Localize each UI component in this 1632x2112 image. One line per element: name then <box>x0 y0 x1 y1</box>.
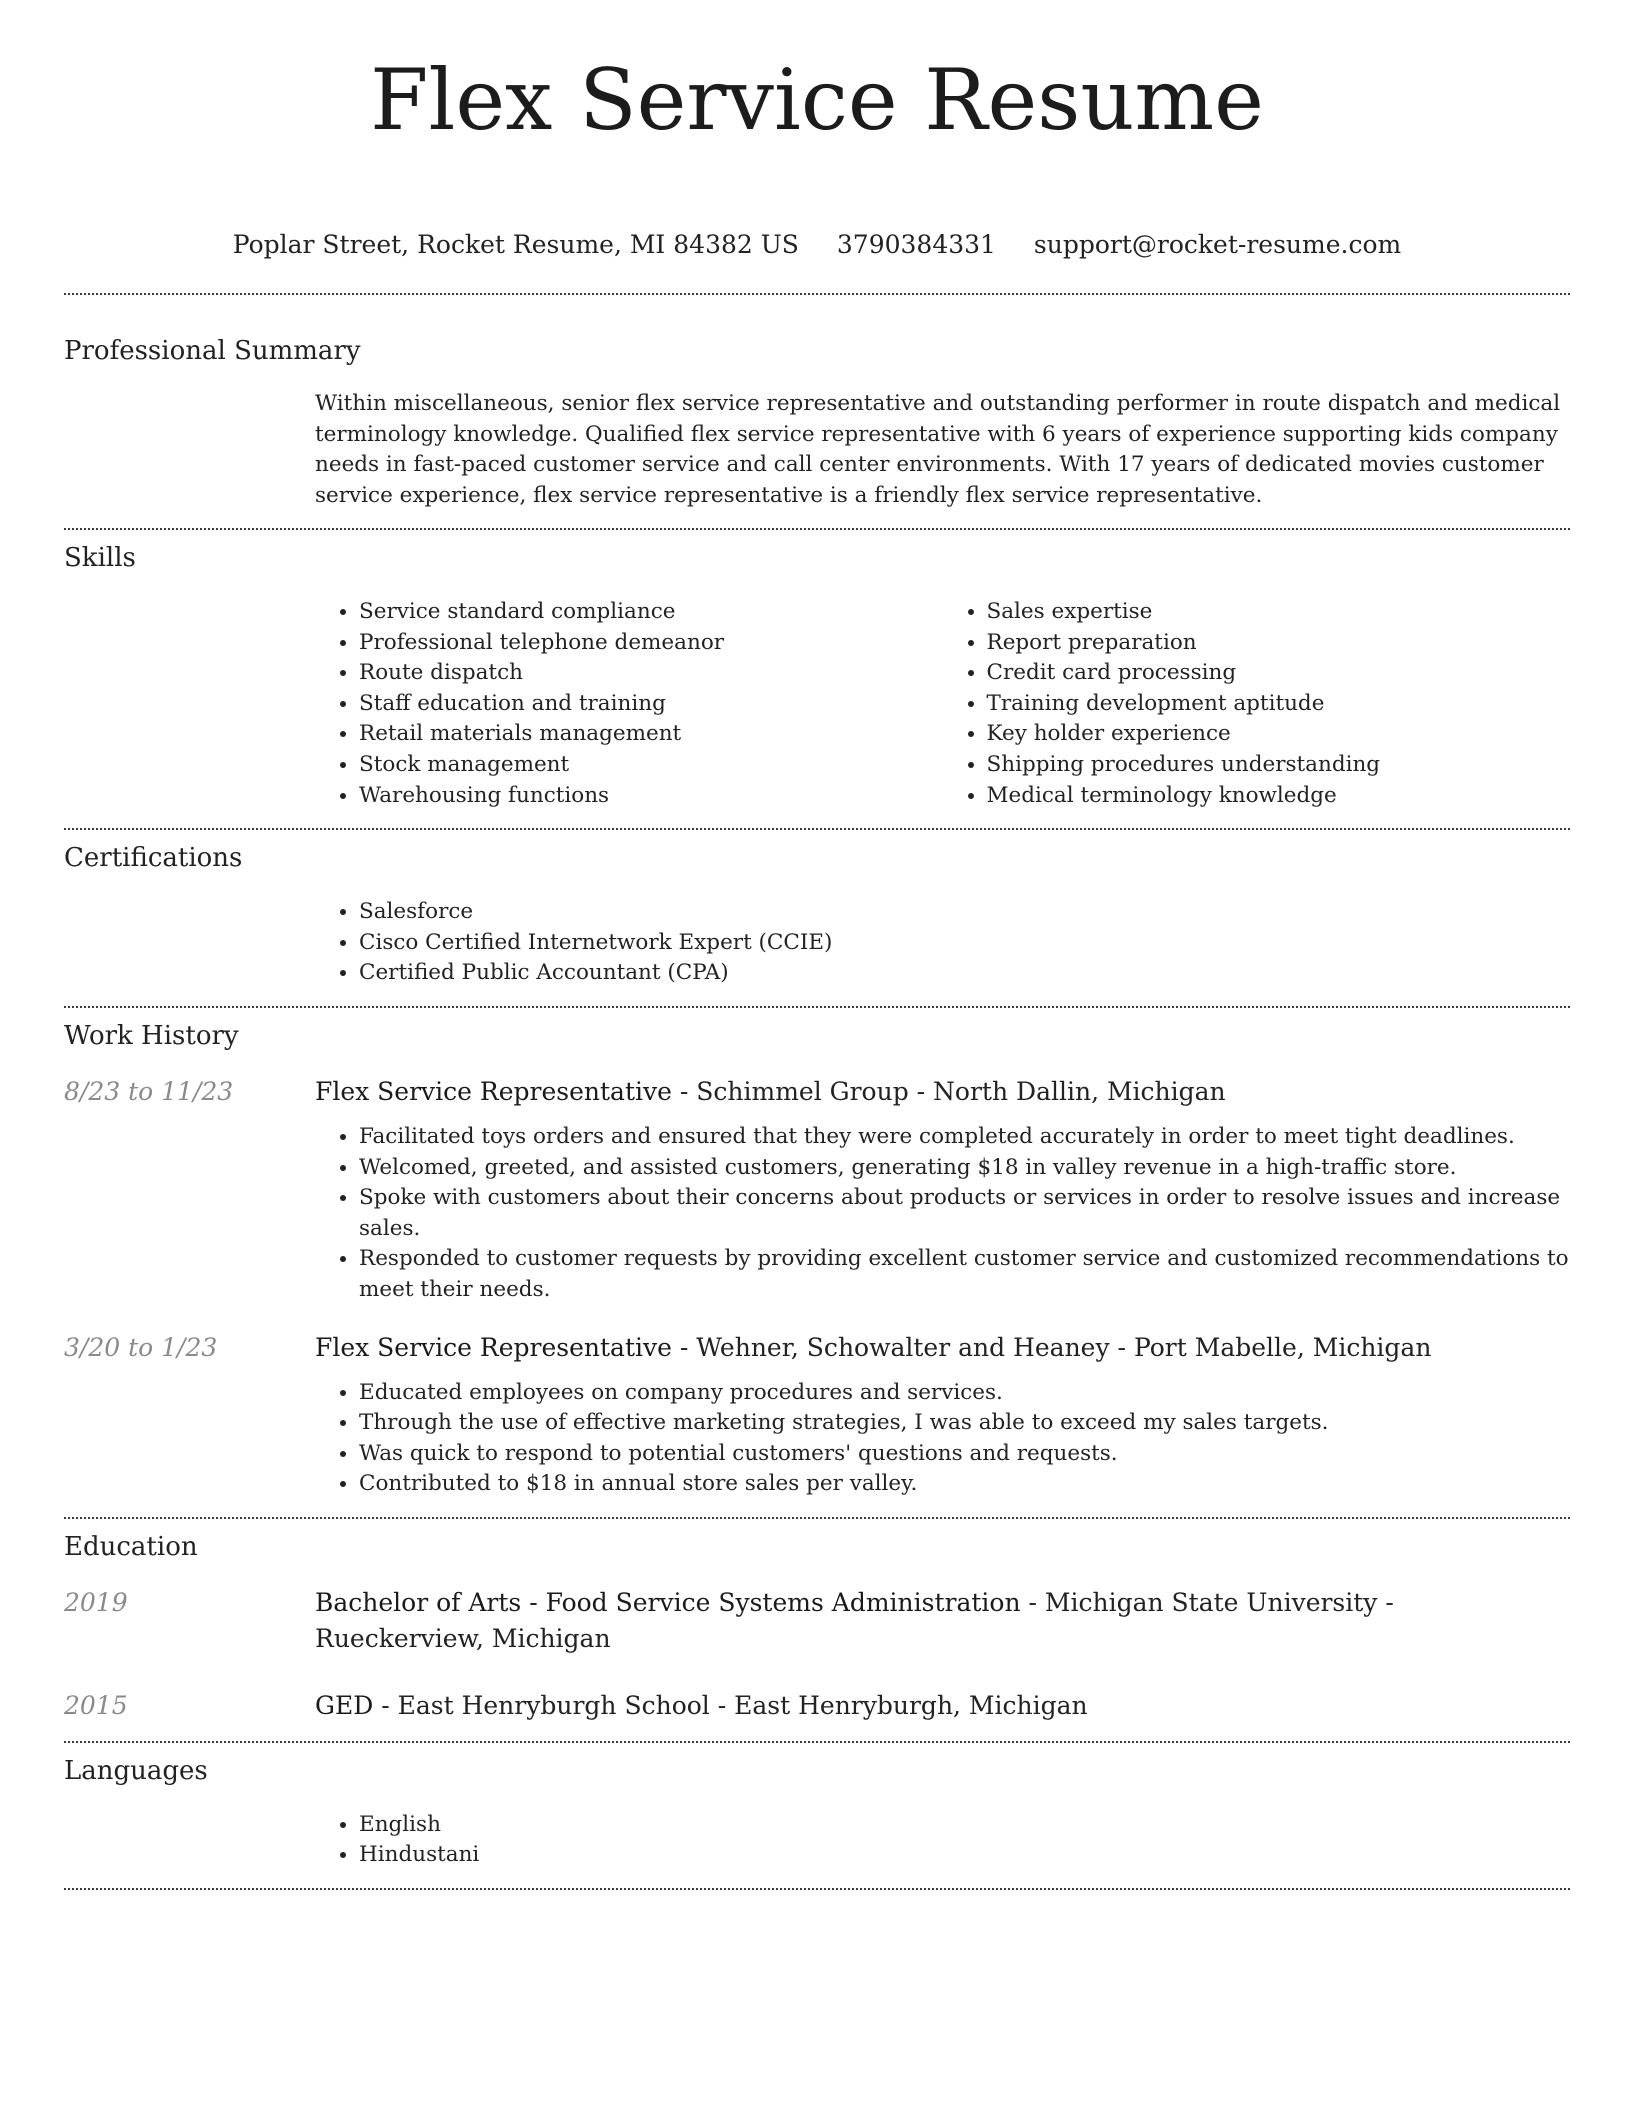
skill-item: • Sales expertise <box>987 597 1571 628</box>
education-title-line <box>315 1585 1570 1657</box>
certifications-list <box>315 897 1570 989</box>
education-school: - East Henryburgh School - East Henryburgh, Michigan <box>373 1690 1088 1720</box>
education-title-line <box>315 1688 1570 1724</box>
languages-body <box>315 1810 1570 1871</box>
education-entry <box>64 1585 1570 1657</box>
language-item: • English <box>359 1810 1570 1841</box>
skills-columns <box>315 597 1570 811</box>
job-company: - Schimmel Group - North Dallin, Michigan <box>671 1076 1226 1106</box>
job-details <box>315 1074 1570 1306</box>
education-details <box>315 1585 1570 1657</box>
job-entry <box>64 1330 1570 1500</box>
skill-item: • Professional telephone demeanor <box>359 628 943 659</box>
education-school: - Michigan State University - Rueckerview, Michigan <box>315 1587 1394 1653</box>
job-title-line <box>315 1074 1570 1110</box>
section-title: Professional Summary <box>64 336 361 366</box>
job-bullet: • Educated employees on company procedures and services. <box>359 1378 1570 1409</box>
skill-item: • Warehousing functions <box>359 781 943 812</box>
skill-item: • Key holder experience <box>987 719 1571 750</box>
job-title-line <box>315 1330 1570 1366</box>
section-title: Work History <box>64 1020 239 1051</box>
contact-address: Poplar Street, Rocket Resume, MI 84382 US <box>232 230 799 259</box>
job-bullet: • Welcomed, greeted, and assisted customers, generating $18 in valley revenue in a high-traffic store. <box>359 1153 1570 1184</box>
summary-body <box>315 389 1570 511</box>
job-bullet: • Contributed to $18 in annual store sales per valley. <box>359 1469 1570 1500</box>
skill-item: • Credit card processing <box>987 658 1571 689</box>
divider <box>64 1888 1570 1890</box>
contact-line <box>64 230 1570 260</box>
job-role: Flex Service Representative <box>315 1332 672 1362</box>
resume-page <box>64 0 1570 1890</box>
section-skills <box>64 530 1570 811</box>
skill-item: • Medical terminology knowledge <box>987 781 1571 812</box>
job-bullet: • Through the use of effective marketing strategies, I was able to exceed my sales targets. <box>359 1408 1570 1439</box>
certification-item: • Cisco Certified Internetwork Expert (CCIE) <box>359 928 1570 959</box>
section-education <box>64 1519 1570 1724</box>
section-languages <box>64 1743 1570 1871</box>
certification-item: • Salesforce <box>359 897 1570 928</box>
contact-phone: 3790384331 <box>836 230 996 259</box>
section-certifications <box>64 830 1570 989</box>
job-entry <box>64 1074 1570 1306</box>
section-summary <box>64 295 1570 511</box>
job-bullet: • Facilitated toys orders and ensured that they were completed accurately in order to meet tight deadlines. <box>359 1122 1570 1153</box>
section-title: Education <box>64 1531 198 1562</box>
job-bullet: • Responded to customer requests by providing excellent customer service and customized recommendations to meet their needs. <box>359 1244 1570 1305</box>
education-degree: Bachelor of Arts - Food Service Systems Administration <box>315 1587 1021 1617</box>
resume-name: Flex Service Resume <box>370 51 1264 149</box>
skill-item: • Stock management <box>359 750 943 781</box>
section-title: Languages <box>64 1755 208 1786</box>
education-year: 2015 <box>64 1690 128 1720</box>
skill-item: • Staff education and training <box>359 689 943 720</box>
skill-item: • Shipping procedures understanding <box>987 750 1571 781</box>
job-bullets <box>315 1378 1570 1500</box>
job-bullets <box>315 1122 1570 1306</box>
section-work-history <box>64 1008 1570 1500</box>
skills-list-right <box>943 597 1571 811</box>
skill-item: • Route dispatch <box>359 658 943 689</box>
skills-list-left <box>315 597 943 811</box>
job-bullet: • Spoke with customers about their concerns about products or services in order to resolve issues and increase sales. <box>359 1183 1570 1244</box>
skill-item: • Service standard compliance <box>359 597 943 628</box>
skill-item: • Report preparation <box>987 628 1571 659</box>
section-title: Skills <box>64 543 136 573</box>
contact-email: support@rocket-resume.com <box>1033 230 1402 259</box>
section-title: Certifications <box>64 843 243 874</box>
job-role: Flex Service Representative <box>315 1076 672 1106</box>
language-item: • Hindustani <box>359 1840 1570 1871</box>
skill-item: • Retail materials management <box>359 719 943 750</box>
job-dates: 3/20 to 1/23 <box>64 1332 218 1362</box>
job-company: - Wehner, Schowalter and Heaney - Port Mabelle, Michigan <box>671 1332 1432 1362</box>
skill-item: • Training development aptitude <box>987 689 1571 720</box>
education-entry <box>64 1688 1570 1724</box>
languages-list <box>315 1810 1570 1871</box>
education-degree: GED <box>315 1690 374 1720</box>
job-dates: 8/23 to 11/23 <box>64 1076 234 1106</box>
job-details <box>315 1330 1570 1500</box>
education-details <box>315 1688 1570 1724</box>
summary-text: Within miscellaneous, senior flex service representative and outstanding performer in route dispatch and medical terminology knowledge. Qualified flex service representative with 6 years of experience supporting kids company needs in fast-paced customer service and call center environments. With 17 years of dedicated movies customer service experience, flex service representative is a friendly flex service representative. <box>315 391 1561 508</box>
education-year: 2019 <box>64 1587 128 1617</box>
job-bullet: • Was quick to respond to potential customers' questions and requests. <box>359 1439 1570 1470</box>
certifications-body <box>315 897 1570 989</box>
certification-item: • Certified Public Accountant (CPA) <box>359 958 1570 989</box>
